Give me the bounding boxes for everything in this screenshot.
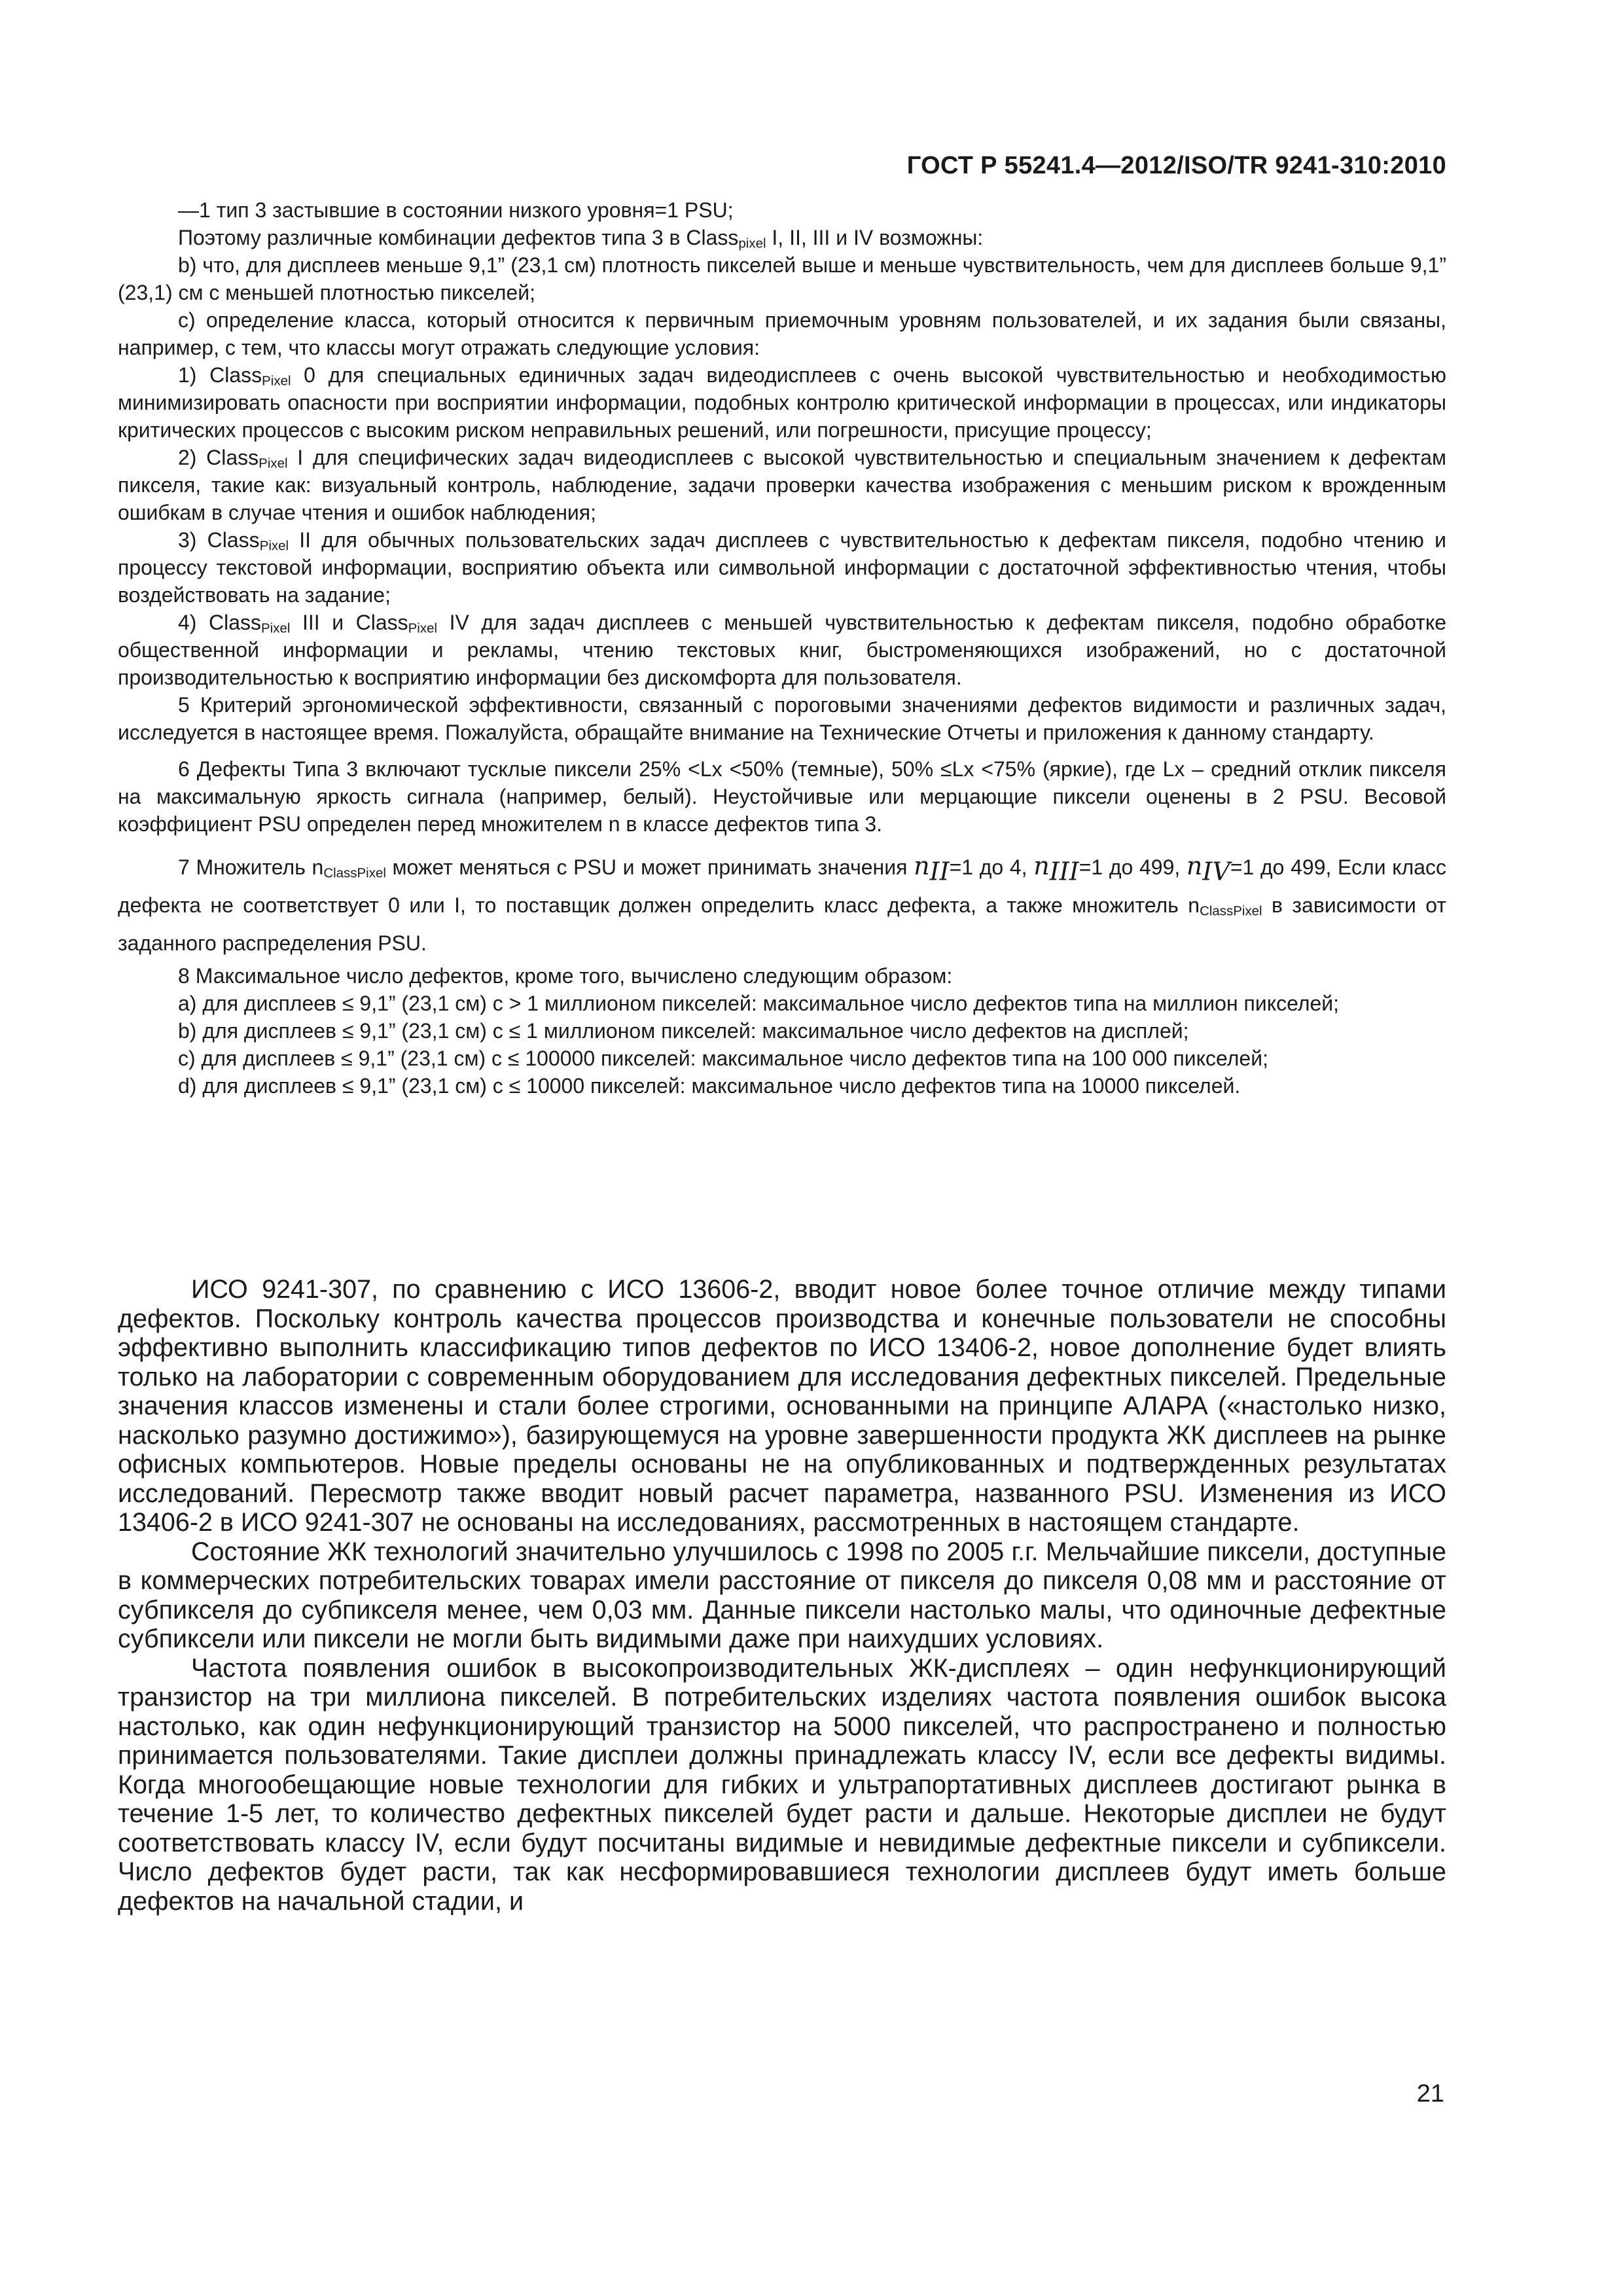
class-item-0: 1) Class$_{Pixel}$ 0 для специальных единичных задач видеодисплеев с очень высокой чувствительностью и необходимостью минимизировать опасности при восприятии информации, подобных контролю критической информации в процессах, или индикаторы критических процессов с высоким риском неправильных решений, или погрешности, присущие процессу; [118,363,1447,442]
document-header: ГОСТ Р 55241.4—2012/ISO/TR 9241-310:2010 [906,152,1446,179]
class-item-3: 4) Class$_{Pixel}$ III и Class$_{Pixel}$ IV для задач дисплеев с меньшей чувствительностью к дефектам пикселя, подобно обработке общественной информации и рекламы, чтению текстовых книг, быстроменяющихся изображений, но с достаточной производительностью к восприятию информации без дискомфорта для пользователя. [118,611,1447,689]
notes-section [118,196,1446,1100]
page-number: 21 [1416,2080,1444,2108]
note-8: 8 Максимальное число дефектов, кроме того, вычислено следующим образом: [178,964,953,988]
note-8-d: d) для дисплеев ≤ 9,1” (23,1 см) с ≤ 10000 пикселей: максимальное число дефектов типа на 10000 пикселей. [178,1074,1241,1098]
note-8-a: a) для дисплеев ≤ 9,1” (23,1 см) с > 1 миллионом пикселей: максимальное число дефектов типа на миллион пикселей; [178,992,1340,1015]
body-paragraph-1: ИСО 9241-307, по сравнению с ИСО 13606-2, вводит новое более точное отличие между типами дефектов. Поскольку контроль качества процессов производства и конечные пользователи не способны эффективно выполнить классификацию типов дефектов по ИСО 13406-2, новое дополнение будет влиять только на лаборатории с современным оборудованием для исследования дефектных пикселей. Предельные значения классов изменены и стали более строгими, основанными на принципе АЛАРА («настолько низко, насколько разумно достижимо»), базирующемуся на уровне завершенности продукта ЖК дисплеев на рынке офисных компьютеров. Новые пределы основаны не на опубликованных и подтвержденных результатах исследований. Пересмотр также вводит новый расчет параметра, названного PSU. Изменения из ИСО 13406-2 в ИСО 9241-307 не основаны на исследованиях, рассмотренных в настоящем стандарте. [118,1275,1446,1537]
note-line: Поэтому различные комбинации дефектов типа 3 в Class$_{pixel}$ I, II, III и IV возможны: [178,226,984,251]
class-item-2: 3) Class$_{Pixel}$ II для обычных пользовательских задач дисплеев с чувствительностью к дефектам пикселя, подобно чтению и процессу текстовой информации, восприятию объекта или символьной информации с достаточной эффективностью чтения, чтобы воздействовать на задание; [118,528,1447,607]
math-n-iii: n [1033,852,1050,880]
note-line: —1 тип 3 застывшие в состоянии низкого уровня=1 PSU; [178,198,734,222]
note-8-c: c) для дисплеев ≤ 9,1” (23,1 см) с ≤ 100000 пикселей: максимальное число дефектов типа на 100 000 пикселей; [178,1047,1268,1070]
note-6: 6 Дефекты Типа 3 включают тусклые пиксели 25% <Lx <50% (темные), 50% ≤Lx <75% (яркие), где Lx – средний отклик пикселя на максимальную яркость сигнала (например, белый). Неустойчивые или мерцающие пиксели оценены в 2 PSU. Весовой коэффициент PSU определен перед множителем n в классе дефектов типа 3. [118,757,1446,836]
note-7: 7 Множитель $n_{ClassPixel}$ может меняться с PSU и может принимать значения $n_{II}=1$ до 4, $n_{III}=1$ до 499, $n_{IV}=1$ до 499, Если класс дефекта не соответствует 0 или I, то поставщик должен определить класс дефекта, а также множитель $n_{ClassPixel}$ в зависимости от заданного распределения PSU. [118,852,1447,955]
math-n-iv: n [1186,852,1203,880]
math-n-ii: n [914,852,930,880]
body-paragraph-3: Частота появления ошибок в высокопроизводительных ЖК-дисплеях – один нефункционирующий транзистор на три миллиона пикселей. В потребительских изделиях частота появления ошибок высока настолько, как один нефункционирующий транзистор на 5000 пикселей, что распространено и полностью принимается пользователями. Такие дисплеи должны принадлежать классу IV, если все дефекты видимы. Когда многообещающие новые технологии для гибких и ультрапортативных дисплеев достигают рынка в течение 1-5 лет, то количество дефектных пикселей будет расти и дальше. Некоторые дисплеи не будут соответствовать классу IV, если будут посчитаны видимые и невидимые дефектные пиксели и субпиксели. Число дефектов будет расти, так как несформировавшиеся технологии дисплеев будут иметь больше дефектов на начальной стадии, и [118,1653,1446,1916]
note-item-c: c) определение класса, который относится к первичным приемочным уровням пользователей, и их задания были связаны, например, с тем, что классы могут отражать следующие условия: [118,308,1446,359]
main-text [118,1275,1446,1916]
note-item-b: b) что, для дисплеев меньше 9,1” (23,1 см) плотность пикселей выше и меньше чувствительность, чем для дисплеев больше 9,1” (23,1) см с меньшей плотностью пикселей; [118,253,1446,304]
class-item-1: 2) Class$_{Pixel}$ I для специфических задач видеодисплеев с высокой чувствительностью и специальным значением к дефектам пикселя, такие как: визуальный контроль, наблюдение, задачи проверки качества изображения с меньшим риском к врожденным ошибкам в случае чтения и ошибок наблюдения; [118,446,1447,524]
body-paragraph-2: Состояние ЖК технологий значительно улучшилось с 1998 по 2005 г.г. Мельчайшие пиксели, доступные в коммерческих потребительских товарах имели расстояние от пикселя до пикселя 0,08 мм и расстояние от субпикселя до субпикселя менее, чем 0,03 мм. Данные пиксели настолько малы, что одиночные дефектные субпиксели или пиксели не могли быть видимыми даже при наихудших условиях. [118,1537,1446,1653]
note-8-b: b) для дисплеев ≤ 9,1” (23,1 см) с ≤ 1 миллионом пикселей: максимальное число дефектов на дисплей; [178,1019,1189,1043]
note-5: 5 Критерий эргономической эффективности, связанный с пороговыми значениями дефектов видимости и различных задач, исследуется в настоящее время. Пожалуйста, обращайте внимание на Технические Отчеты и приложения к данному стандарту. [118,693,1446,744]
